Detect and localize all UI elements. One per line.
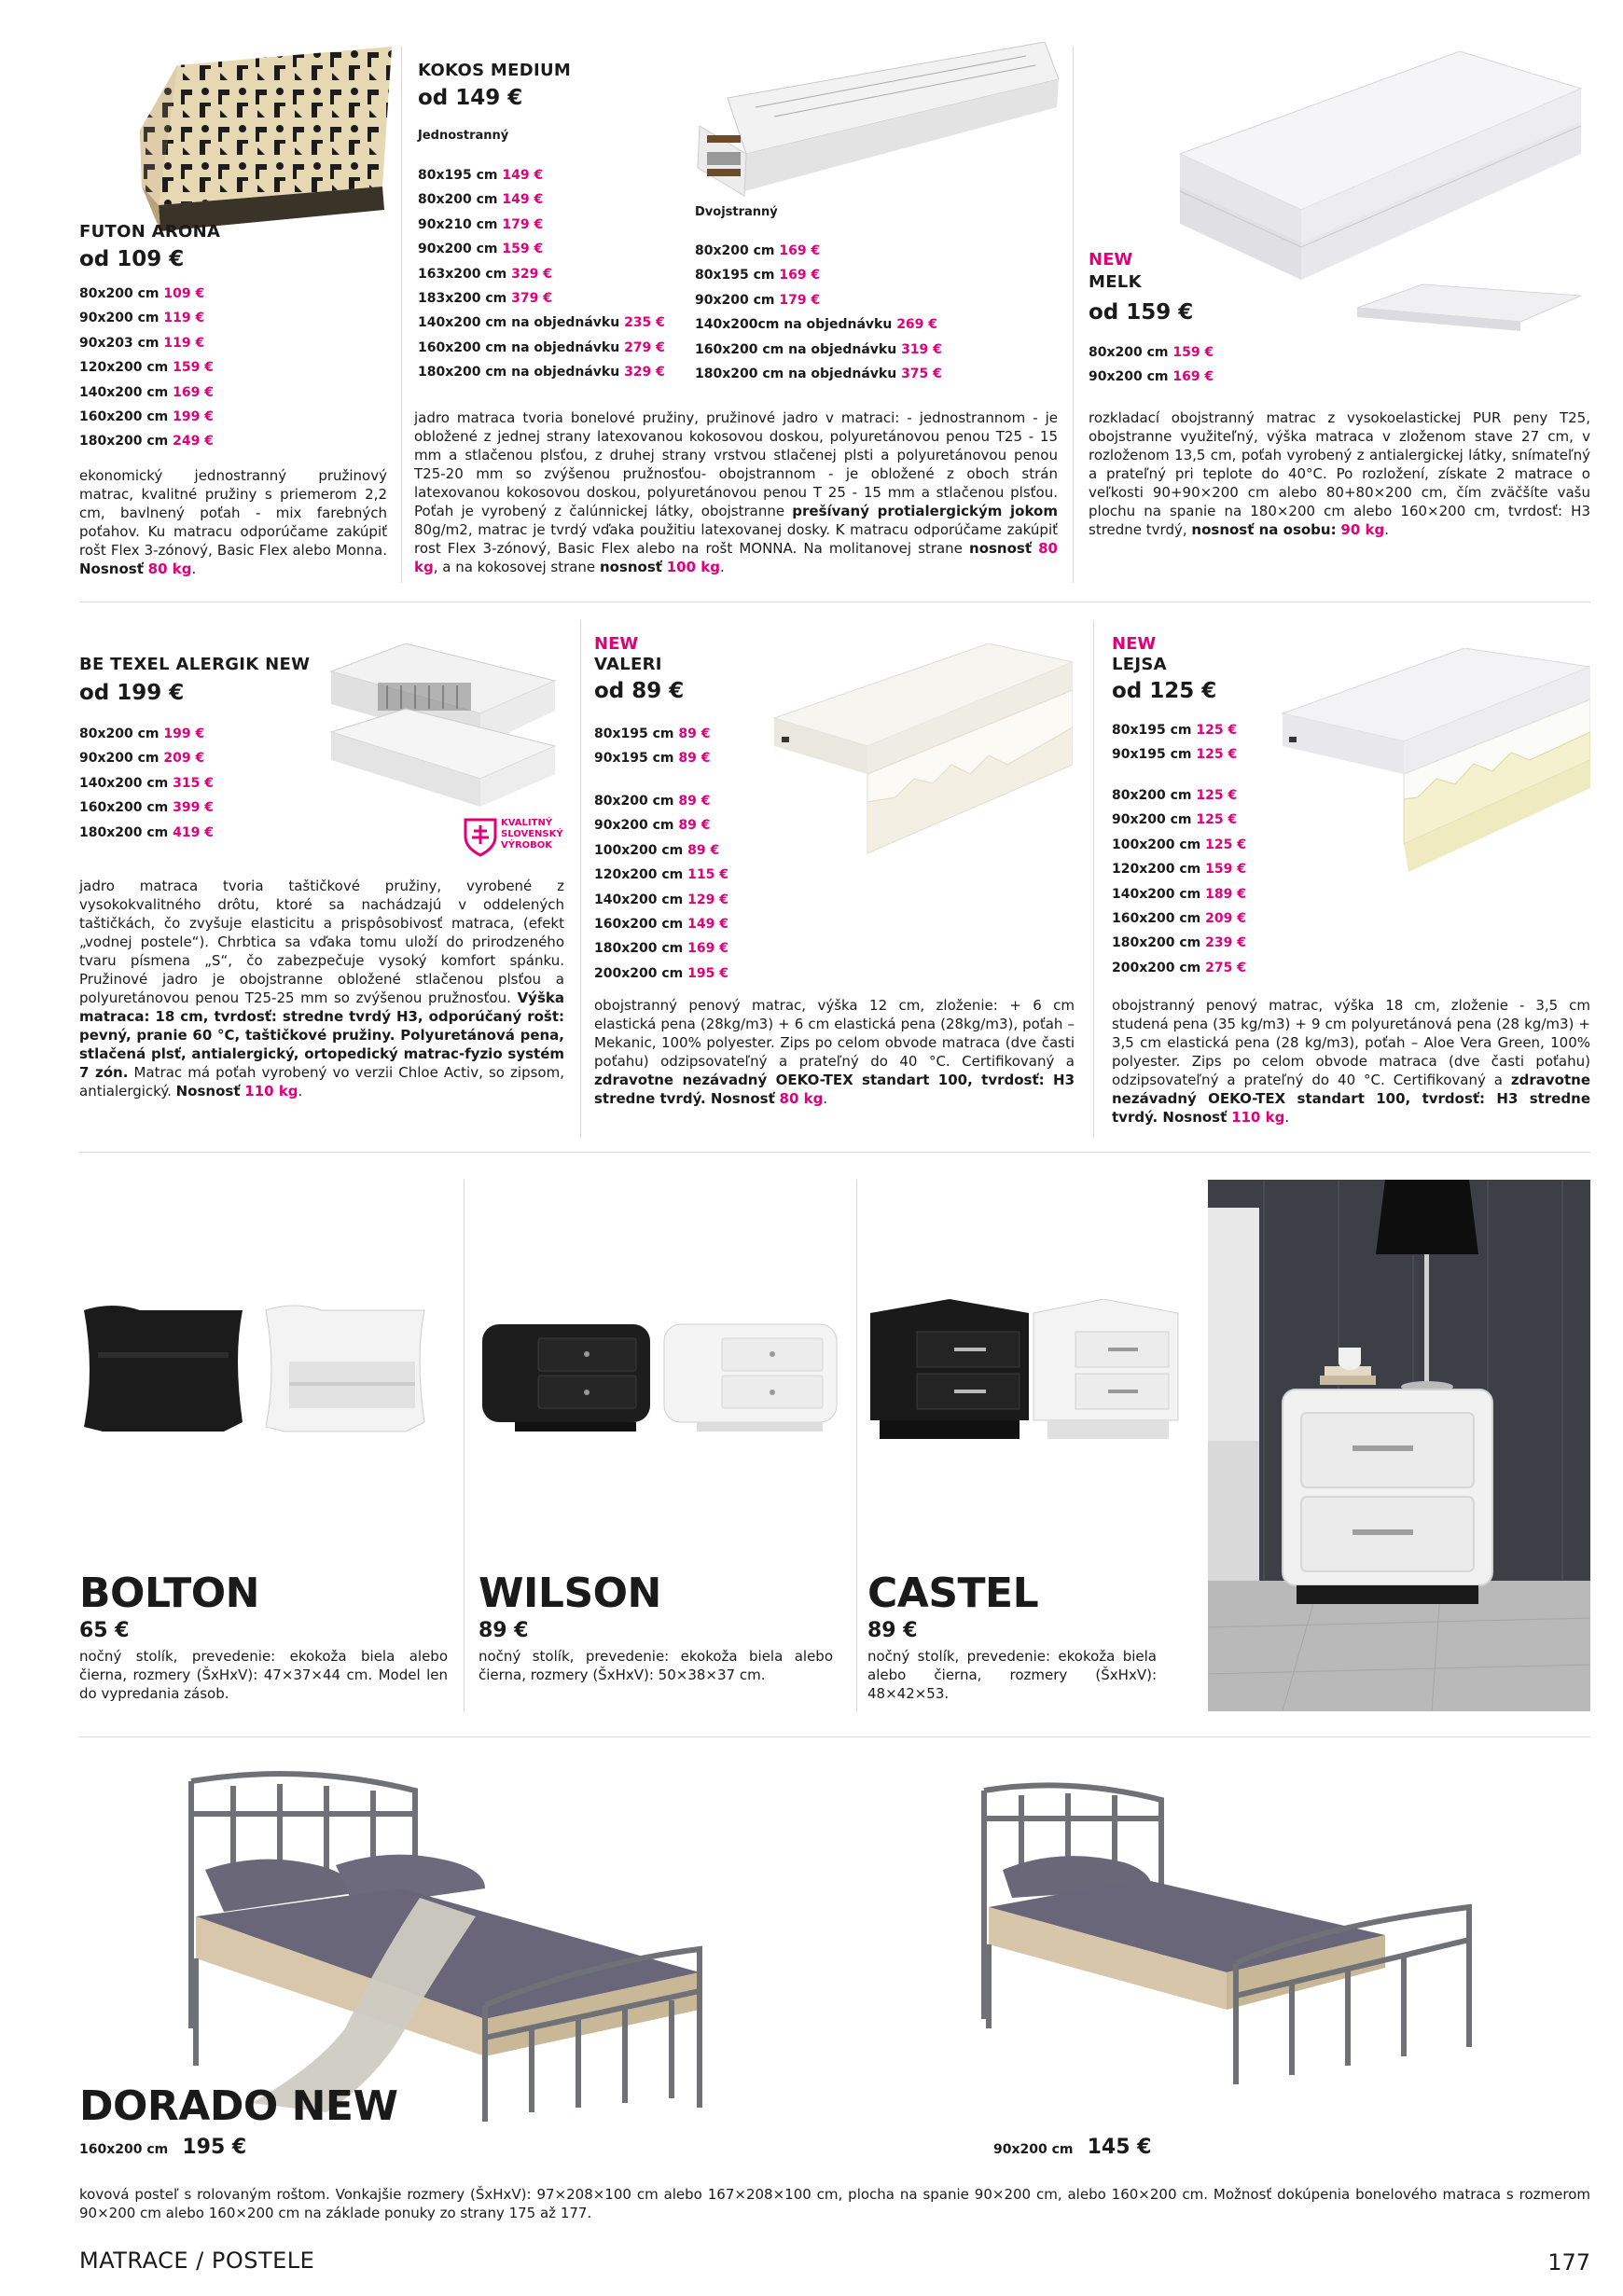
quality-label-line: KVALITNÝ (501, 818, 553, 828)
size-row: 90x200 cm 209 € (79, 751, 205, 767)
lejsa-new-badge: NEW (1112, 634, 1157, 654)
divider (79, 1152, 1590, 1153)
valeri-new-badge: NEW (594, 634, 639, 654)
wilson-description: nočný stolík, prevedenie: ekokoža biela alebo čierna, rozmery (ŠxHxV): 50×38×37 cm. (479, 1648, 833, 1683)
lejsa-description: obojstranný penový matrac, výška 18 cm, zloženie - 3,5 cm studená pena (35 kg/m3) + 9 cm polyuretánová pena (28 kg/m3) + 3,5 cm elastická pena (28 kg/m3), poťah – Aloe Vera Green, 100% polyester. Zips po celom obvode matraca (dve časti poťahu) odzipsovateľný a prateľný do 40 °C. Certifikovaný a zdravotne nezávadný OEKO-TEX standart 100, tvrdosť: H3 stredne tvrdý. Nosnosť 110 kg. (1112, 997, 1590, 1126)
size-row: 160x200 cm 199 € (79, 409, 214, 425)
wilson-image (478, 1310, 851, 1441)
size-row: 163x200 cm 329 € (418, 266, 552, 282)
kokos-name: KOKOS MEDIUM (418, 61, 572, 80)
kokos-mattress-image (690, 42, 1063, 219)
size-row: 100x200 cm 89 € (594, 842, 720, 858)
dorado-description: kovová posteľ s rolovaným roštom. Vonkajšie rozmery (ŠxHxV): 97×208×100 cm alebo 167×208×100 cm, plocha na spanie 90×200 cm, alebo 160×200 cm. Možnosť dokúpenia bonelového matraca s rozmerom 90×200 cm alebo 160×200 cm na základe ponuky zo strany 175 až 177. (79, 2186, 1590, 2221)
size-row: 140x200 cm 189 € (1112, 886, 1246, 902)
size-row: 180x200 cm 239 € (1112, 935, 1246, 951)
texel-size-list (79, 722, 214, 845)
dorado-price-value-1: 195 € (182, 2136, 247, 2159)
melk-name: MELK (1089, 272, 1142, 292)
size-row: 160x200 cm 209 € (1112, 911, 1246, 927)
melk-mattress-image (1171, 51, 1586, 340)
dorado-name: DORADO NEW (79, 2082, 398, 2130)
futon-name: FUTON ARONA (79, 222, 221, 242)
kokos-double-size-list (695, 239, 942, 386)
castel-price: 89 € (867, 1619, 918, 1642)
lejsa-size-list-a (1112, 718, 1237, 768)
size-row: 180x200 cm 419 € (79, 824, 214, 840)
dorado-price-2 (993, 2136, 1151, 2159)
divider (1093, 620, 1094, 1138)
kokos-double-label: Dvojstranný (695, 205, 778, 219)
futon-from-price: od 109 € (79, 247, 185, 271)
size-row: 180x200 cm 169 € (594, 941, 728, 957)
size-row: 120x200 cm 159 € (79, 360, 214, 376)
size-row: 160x200 cm 399 € (79, 800, 214, 816)
quality-label-line: SLOVENSKÝ (501, 829, 563, 839)
size-row: 140x200cm na objednávku 269 € (695, 317, 938, 333)
size-row: 90x200 cm 125 € (1112, 812, 1238, 828)
size-row: 80x200 cm 169 € (695, 243, 821, 258)
valeri-size-list-b (594, 789, 728, 986)
futon-description: ekonomický jednostranný pružinový matrac, kvalitné pružiny s priemerom 2,2 cm, bavlnený poťah - mix farebných poťahov. Ku matracu odporúčame zakúpiť rošt Flex 3-zónový, Basic Flex alebo Monna. Nosnosť 80 kg. (79, 467, 387, 577)
size-row: 80x200 cm 149 € (418, 192, 544, 208)
divider (401, 47, 402, 583)
castel-image (866, 1299, 1183, 1448)
lejsa-mattress-image (1278, 648, 1590, 872)
size-row: 140x200 cm 169 € (79, 384, 214, 400)
melk-size-list (1089, 340, 1214, 390)
futon-size-list (79, 282, 214, 454)
lejsa-from-price: od 125 € (1112, 679, 1217, 703)
size-row: 200x200 cm 275 € (1112, 960, 1246, 975)
size-row: 90x200 cm 89 € (594, 818, 711, 834)
lejsa-size-list-b (1112, 783, 1246, 980)
size-row: 80x200 cm 109 € (79, 286, 205, 301)
valeri-mattress-image (765, 643, 1073, 867)
size-row: 183x200 cm 379 € (418, 291, 552, 307)
castel-description: nočný stolík, prevedenie: ekokoža biela alebo čierna, rozmery (ŠxHxV): 48×42×53. (867, 1648, 1157, 1702)
wilson-name: WILSON (479, 1570, 661, 1617)
size-row: 90x200 cm 169 € (1089, 369, 1214, 385)
footer-section-title: MATRACE / POSTELE (79, 2248, 315, 2274)
futon-arona-image (140, 47, 392, 233)
size-row: 80x195 cm 169 € (695, 268, 821, 284)
size-row: 80x195 cm 125 € (1112, 723, 1238, 738)
divider (856, 1180, 857, 1711)
size-row: 100x200 cm 125 € (1112, 837, 1246, 852)
size-row: 90x210 cm 179 € (418, 216, 544, 232)
valeri-description: obojstranný penový matrac, výška 12 cm, zloženie: + 6 cm elastická pena (28kg/m3) + 6 cm elastická pena (28kg/m3), poťah – Mekanic, 100% polyester. Zips po celom obvode matraca (dve časti poťahu) odzipsovateľný a prateľný do 40 °C. Certifikovaný a zdravotne nezávadný OEKO-TEX standart 100, tvrdosť: H3 stredne tvrdý. Nosnosť 80 kg. (594, 997, 1075, 1107)
size-row: 80x195 cm 149 € (418, 168, 544, 183)
size-row: 140x200 cm 129 € (594, 892, 728, 907)
dorado-size-2: 90x200 cm (993, 2142, 1074, 2157)
size-row: 120x200 cm 159 € (1112, 862, 1246, 878)
size-row: 80x200 cm 159 € (1089, 345, 1214, 360)
texel-description: jadro matraca tvoria taštičkové pružiny, vyrobené z vysokokvalitného drôtu, ktoré sa nachádzajú v oddelených taštičkách, čo zvyšuje elasticitu a prispôsobivosť matraca, (efekt „vodnej postele“). Chrbtica sa vďaka tomu uloží do prirodzeného tvaru písmena „S“, čo zabezpečuje vysoký komfort spánku. Pružinové jadro je obojstranne obložené stlačenou plsťou a polyuretánovou penou T25-25 mm so zvýšenou pružnosťou. Výška matraca: 18 cm, tvrdosť: stredne tvrdý H3, odporúčaný rošt: pevný, pranie 60 °C, taštičkové pružiny. Polyuretánová pena, stlačená plsť, antialergický, ortopedický matrac-fyzio systém 7 zón. Matrac má poťah vyrobený vo verzii Chloe Activ, so zipsom, antialergický. Nosnosť 110 kg. (79, 878, 564, 1100)
size-row: 90x200 cm 179 € (695, 292, 821, 308)
size-row: 90x200 cm 159 € (418, 242, 544, 257)
valeri-size-list-a (594, 722, 710, 771)
lejsa-name: LEJSA (1112, 655, 1167, 674)
quality-label-line: VÝROBOK (501, 840, 553, 851)
size-row: 90x203 cm 119 € (79, 335, 205, 351)
bolton-price: 65 € (79, 1619, 130, 1642)
dorado-size-1: 160x200 cm (79, 2142, 169, 2157)
size-row: 80x200 cm 199 € (79, 726, 205, 741)
kokos-single-size-list (418, 163, 665, 385)
page-number: 177 (1547, 2249, 1590, 2275)
divider (580, 620, 581, 1138)
size-row: 160x200 cm na objednávku 279 € (418, 339, 665, 355)
castel-room-photo (1208, 1180, 1590, 1711)
kokos-from-price: od 149 € (418, 86, 523, 110)
bolton-description: nočný stolík, prevedenie: ekokoža biela alebo čierna, rozmery (ŠxHxV): 47×37×44 cm. Model len do vypredania zásob. (79, 1648, 448, 1702)
quality-seal-icon (462, 816, 564, 863)
size-row: 90x200 cm 119 € (79, 311, 205, 326)
dorado-price-value-2: 145 € (1087, 2136, 1152, 2159)
castel-name: CASTEL (867, 1570, 1039, 1617)
bolton-name: BOLTON (79, 1570, 259, 1617)
size-row: 180x200 cm 249 € (79, 434, 214, 450)
kokos-single-label: Jednostranný (418, 129, 509, 143)
melk-description: rozkladací obojstranný matrac z vysokoelastickej PUR peny T25, obojstranne využiteľný, výška matraca v zloženom stave 27 cm, v rozloženom 13,5 cm, poťah vyrobený z antialergickej látky, snímateľný a prateľný pri teplote do 40°C. Po rozložení, získate 2 matrace o veľkosti 90+90×200 cm alebo 80+80×200 cm, čím zväčšíte vašu plochu na spanie na 180×200 cm alebo 160×200 cm, tvrdosť: H3 stredne tvrdý, nosnosť na osobu: 90 kg. (1089, 409, 1590, 538)
size-row: 80x200 cm 89 € (594, 794, 711, 809)
kokos-description: jadro matraca tvoria bonelové pružiny, pružinové jadro v matraci: - jednostrannom - je obložené z jednej strany latexovanou kokosovou doskou, polyuretánovou penou T25 - 15 mm a stlačenou plsťou, z druhej strany vrstvou stlačenej plsti a polyuretánovou penou T25-20 mm so zvýšenou pružnosťou- obojstrannom - je obložené z oboch strán latexovanou kokosovou doskou, polyuretánovou penou T 25 - 15 mm a stlačenou plsťou. Poťah je vyrobený z čalúnnickej látky, obojstranne prešívaný protialergickým jokom 80g/m2, matrac je tvrdý vďaka použitiu latexovanej dosky. K matracu odporúčame zakúpiť rost Flex 3-zónový, Basic Flex alebo na rošt MONNA. Na molitanovej strane nosnosť 80 kg, a na kokosovej strane nosnosť 100 kg. (414, 409, 1058, 575)
wilson-price: 89 € (479, 1619, 529, 1642)
texel-from-price: od 199 € (79, 681, 185, 705)
texel-name: BE TEXEL ALERGIK NEW (79, 655, 311, 674)
size-row: 160x200 cm 149 € (594, 917, 728, 933)
bolton-image (79, 1296, 443, 1455)
divider (464, 1180, 465, 1711)
size-row: 180x200 cm na objednávku 329 € (418, 365, 665, 380)
size-row: 80x195 cm 89 € (594, 726, 711, 741)
size-row: 120x200 cm 115 € (594, 867, 728, 883)
valeri-name: VALERI (594, 655, 662, 674)
dorado-single-bed-image (975, 1777, 1488, 2094)
size-row: 200x200 cm 195 € (594, 965, 728, 981)
divider (79, 1736, 1590, 1737)
size-row: 90x195 cm 125 € (1112, 747, 1238, 763)
melk-from-price: od 159 € (1089, 300, 1194, 325)
size-row: 80x200 cm 125 € (1112, 788, 1238, 803)
dorado-price-1 (79, 2136, 246, 2159)
divider (1073, 47, 1074, 583)
size-row: 140x200 cm 315 € (79, 775, 214, 791)
valeri-from-price: od 89 € (594, 679, 685, 703)
melk-new-badge: NEW (1089, 250, 1133, 270)
dorado-double-bed-image (177, 1758, 821, 2131)
size-row: 140x200 cm na objednávku 235 € (418, 315, 665, 331)
size-row: 160x200 cm na objednávku 319 € (695, 341, 942, 357)
size-row: 90x195 cm 89 € (594, 751, 711, 767)
size-row: 180x200 cm na objednávku 375 € (695, 367, 942, 382)
texel-mattress-image (322, 643, 564, 811)
